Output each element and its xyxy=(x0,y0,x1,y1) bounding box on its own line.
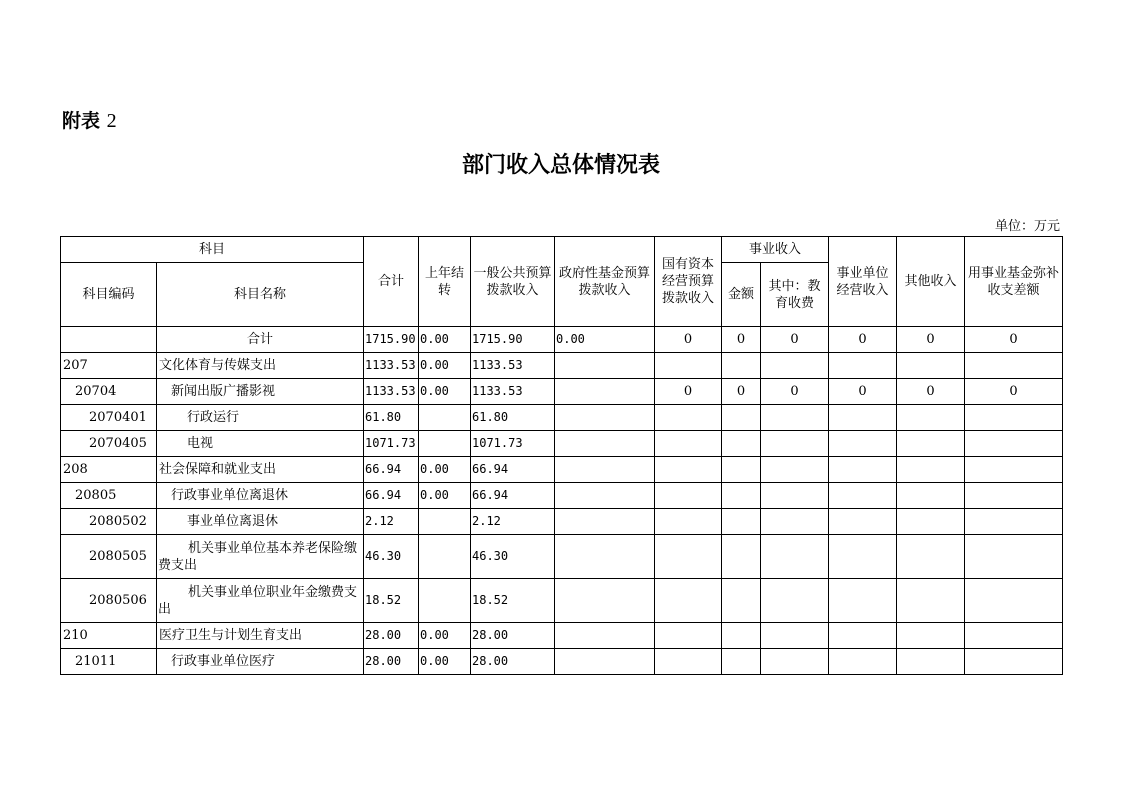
cell-other xyxy=(897,649,965,675)
cell-carry: 0.00 xyxy=(419,379,471,405)
cell-name: 机关事业单位职业年金缴费支出 xyxy=(157,579,364,623)
cell-gov-fund xyxy=(555,649,655,675)
cell-state-capital xyxy=(655,535,722,579)
cell-general: 66.94 xyxy=(471,483,555,509)
table-row xyxy=(61,457,1063,483)
cell-fund xyxy=(965,353,1063,379)
table-row xyxy=(61,579,1063,623)
cell-amount: 0 xyxy=(722,379,761,405)
cell-operating xyxy=(829,483,897,509)
cell-operating: 0 xyxy=(829,379,897,405)
cell-edu xyxy=(761,431,829,457)
cell-general: 2.12 xyxy=(471,509,555,535)
cell-gov-fund xyxy=(555,535,655,579)
cell-general: 28.00 xyxy=(471,623,555,649)
appendix-number: 2 xyxy=(106,110,117,132)
cell-other xyxy=(897,483,965,509)
table-row xyxy=(61,623,1063,649)
cell-general: 1071.73 xyxy=(471,431,555,457)
cell-general: 1133.53 xyxy=(471,379,555,405)
header-of-which-edu: 其中：教育收费 xyxy=(761,263,829,327)
cell-total: 61.80 xyxy=(364,405,419,431)
cell-other: 0 xyxy=(897,379,965,405)
table-row xyxy=(61,509,1063,535)
cell-carry: 0.00 xyxy=(419,483,471,509)
page-title: 部门收入总体情况表 xyxy=(461,153,660,178)
cell-amount xyxy=(722,579,761,623)
cell-gov-fund xyxy=(555,483,655,509)
cell-code: 2070405 xyxy=(61,431,157,457)
cell-fund xyxy=(965,405,1063,431)
unit-label: 单位：万元 xyxy=(994,219,1060,234)
cell-fund xyxy=(965,535,1063,579)
cell-general: 28.00 xyxy=(471,649,555,675)
cell-carry: 0.00 xyxy=(419,457,471,483)
cell-edu xyxy=(761,535,829,579)
cell-total: 1133.53 xyxy=(364,353,419,379)
cell-edu xyxy=(761,353,829,379)
table-row xyxy=(61,649,1063,675)
cell-gov-fund xyxy=(555,457,655,483)
cell-name: 机关事业单位基本养老保险缴费支出 xyxy=(157,535,364,579)
cell-gov-fund xyxy=(555,431,655,457)
cell-code: 208 xyxy=(61,457,157,483)
cell-name: 行政运行 xyxy=(157,405,364,431)
cell-name: 文化体育与传媒支出 xyxy=(157,353,364,379)
cell-state-capital xyxy=(655,353,722,379)
cell-carry xyxy=(419,431,471,457)
cell-general: 1715.90 xyxy=(471,327,555,353)
table-row xyxy=(61,405,1063,431)
cell-amount xyxy=(722,457,761,483)
cell-name: 合计 xyxy=(157,327,364,353)
table-row xyxy=(61,379,1063,405)
cell-edu xyxy=(761,649,829,675)
cell-edu xyxy=(761,405,829,431)
cell-edu: 0 xyxy=(761,379,829,405)
cell-operating xyxy=(829,623,897,649)
cell-edu xyxy=(761,623,829,649)
cell-name: 行政事业单位离退休 xyxy=(157,483,364,509)
header-total: 合计 xyxy=(364,237,419,327)
cell-state-capital xyxy=(655,483,722,509)
cell-fund xyxy=(965,457,1063,483)
cell-total: 46.30 xyxy=(364,535,419,579)
cell-fund xyxy=(965,483,1063,509)
cell-edu xyxy=(761,457,829,483)
cell-carry: 0.00 xyxy=(419,649,471,675)
header-subject: 科目 xyxy=(61,237,364,263)
cell-fund: 0 xyxy=(965,379,1063,405)
cell-amount xyxy=(722,623,761,649)
cell-state-capital xyxy=(655,457,722,483)
appendix-label xyxy=(62,106,117,133)
cell-code: 2070401 xyxy=(61,405,157,431)
cell-other xyxy=(897,579,965,623)
cell-fund xyxy=(965,623,1063,649)
cell-gov-fund: 0.00 xyxy=(555,327,655,353)
cell-code: 210 xyxy=(61,623,157,649)
table-header xyxy=(61,237,1063,327)
cell-other xyxy=(897,535,965,579)
cell-amount xyxy=(722,431,761,457)
cell-carry xyxy=(419,535,471,579)
cell-operating: 0 xyxy=(829,327,897,353)
header-other-income: 其他收入 xyxy=(897,237,965,327)
cell-amount xyxy=(722,649,761,675)
header-state-capital: 国有资本经营预算拨款收入 xyxy=(655,237,722,327)
cell-total: 66.94 xyxy=(364,483,419,509)
header-general-budget: 一般公共预算拨款收入 xyxy=(471,237,555,327)
cell-other: 0 xyxy=(897,327,965,353)
cell-code: 2080505 xyxy=(61,535,157,579)
cell-fund xyxy=(965,579,1063,623)
cell-edu xyxy=(761,483,829,509)
cell-code xyxy=(61,327,157,353)
header-prev-carryover: 上年结转 xyxy=(419,237,471,327)
cell-amount xyxy=(722,535,761,579)
header-subject-code: 科目编码 xyxy=(61,263,157,327)
cell-edu: 0 xyxy=(761,327,829,353)
header-fund-supplement: 用事业基金弥补收支差额 xyxy=(965,237,1063,327)
cell-operating xyxy=(829,353,897,379)
cell-code: 2080506 xyxy=(61,579,157,623)
table-body xyxy=(61,327,1063,675)
cell-gov-fund xyxy=(555,379,655,405)
cell-other xyxy=(897,457,965,483)
table-row xyxy=(61,353,1063,379)
cell-general: 66.94 xyxy=(471,457,555,483)
cell-other xyxy=(897,405,965,431)
cell-other xyxy=(897,509,965,535)
cell-gov-fund xyxy=(555,405,655,431)
cell-fund: 0 xyxy=(965,327,1063,353)
cell-amount xyxy=(722,353,761,379)
cell-state-capital xyxy=(655,431,722,457)
cell-fund xyxy=(965,431,1063,457)
cell-fund xyxy=(965,649,1063,675)
cell-name: 社会保障和就业支出 xyxy=(157,457,364,483)
cell-state-capital: 0 xyxy=(655,379,722,405)
cell-total: 1133.53 xyxy=(364,379,419,405)
cell-edu xyxy=(761,509,829,535)
cell-amount xyxy=(722,405,761,431)
cell-operating xyxy=(829,649,897,675)
cell-gov-fund xyxy=(555,579,655,623)
cell-carry xyxy=(419,405,471,431)
cell-code: 2080502 xyxy=(61,509,157,535)
table-row xyxy=(61,327,1063,353)
table-row xyxy=(61,431,1063,457)
cell-carry xyxy=(419,579,471,623)
cell-edu xyxy=(761,579,829,623)
cell-name: 行政事业单位医疗 xyxy=(157,649,364,675)
cell-carry: 0.00 xyxy=(419,623,471,649)
appendix-text: 附表 xyxy=(62,110,101,132)
cell-other xyxy=(897,353,965,379)
cell-operating xyxy=(829,405,897,431)
cell-total: 28.00 xyxy=(364,649,419,675)
cell-code: 21011 xyxy=(61,649,157,675)
cell-other xyxy=(897,431,965,457)
cell-code: 20704 xyxy=(61,379,157,405)
cell-state-capital: 0 xyxy=(655,327,722,353)
cell-code: 207 xyxy=(61,353,157,379)
cell-state-capital xyxy=(655,579,722,623)
table-row xyxy=(61,483,1063,509)
cell-name: 事业单位离退休 xyxy=(157,509,364,535)
cell-code: 20805 xyxy=(61,483,157,509)
header-unit-operating: 事业单位经营收入 xyxy=(829,237,897,327)
cell-operating xyxy=(829,457,897,483)
cell-operating xyxy=(829,535,897,579)
cell-carry: 0.00 xyxy=(419,327,471,353)
table-row xyxy=(61,535,1063,579)
income-table xyxy=(60,236,1063,675)
cell-carry: 0.00 xyxy=(419,353,471,379)
cell-gov-fund xyxy=(555,623,655,649)
cell-general: 18.52 xyxy=(471,579,555,623)
cell-state-capital xyxy=(655,649,722,675)
cell-general: 1133.53 xyxy=(471,353,555,379)
cell-operating xyxy=(829,431,897,457)
header-gov-fund: 政府性基金预算拨款收入 xyxy=(555,237,655,327)
cell-other xyxy=(897,623,965,649)
cell-total: 18.52 xyxy=(364,579,419,623)
cell-amount: 0 xyxy=(722,327,761,353)
cell-operating xyxy=(829,509,897,535)
cell-state-capital xyxy=(655,405,722,431)
cell-amount xyxy=(722,483,761,509)
header-subject-name: 科目名称 xyxy=(157,263,364,327)
cell-state-capital xyxy=(655,623,722,649)
cell-carry xyxy=(419,509,471,535)
cell-fund xyxy=(965,509,1063,535)
cell-name: 电视 xyxy=(157,431,364,457)
cell-gov-fund xyxy=(555,353,655,379)
cell-operating xyxy=(829,579,897,623)
cell-total: 1715.90 xyxy=(364,327,419,353)
cell-total: 28.00 xyxy=(364,623,419,649)
cell-gov-fund xyxy=(555,509,655,535)
cell-total: 2.12 xyxy=(364,509,419,535)
cell-general: 61.80 xyxy=(471,405,555,431)
cell-name: 医疗卫生与计划生育支出 xyxy=(157,623,364,649)
cell-name: 新闻出版广播影视 xyxy=(157,379,364,405)
cell-total: 66.94 xyxy=(364,457,419,483)
cell-amount xyxy=(722,509,761,535)
header-amount: 金额 xyxy=(722,263,761,327)
cell-total: 1071.73 xyxy=(364,431,419,457)
header-business-income: 事业收入 xyxy=(722,237,829,263)
cell-general: 46.30 xyxy=(471,535,555,579)
cell-state-capital xyxy=(655,509,722,535)
